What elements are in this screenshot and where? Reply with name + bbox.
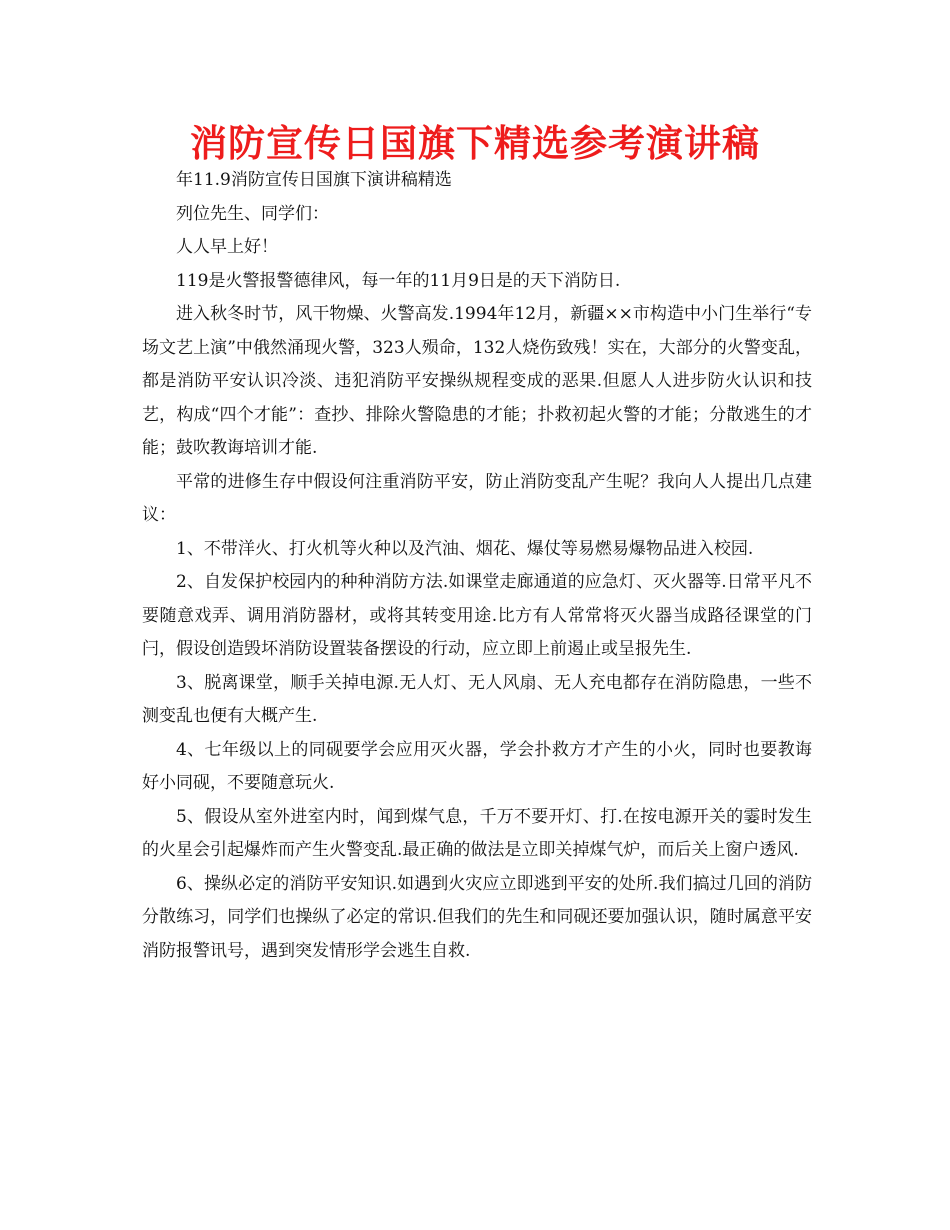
- document-body: [142, 164, 812, 968]
- paragraph-heading-line: 年11.9消防宣传日国旗下演讲稿精选: [176, 170, 452, 190]
- paragraph-suggestion-6: 6、操纵必定的消防平安知识.如遇到火灾应立即逃到平安的处所.我们搞过几回的消防分散练习，同学们也操纵了必定的常识.但我们的先生和同砚还要加强认识，随时属意平安消防报警讯号，遇到突发情形学会逃生自救.: [142, 873, 812, 961]
- paragraph-salutation: 列位先生、同学们：: [176, 203, 329, 224]
- paragraph-suggestion-5: 5、假设从室外进室内时，闻到煤气息，千万不要开灯、打.在按电源开关的霎时发生的火星会引起爆炸而产生火警变乱.最正确的做法是立即关掉煤气炉，而后关上窗户透风.: [142, 806, 812, 860]
- paragraph-suggestions-intro: 平常的进修生存中假设何注重消防平安，防止消防变乱产生呢？我向人人提出几点建议：: [142, 471, 812, 525]
- paragraph-suggestion-3: 3、脱离课堂，顺手关掉电源.无人灯、无人风扇、无人充电都存在消防隐患，一些不测变乱也便有大概产生.: [142, 672, 812, 726]
- paragraph-greeting: 人人早上好！: [176, 237, 278, 257]
- paragraph-suggestion-1: 1、不带洋火、打火机等火种以及汽油、烟花、爆仗等易燃易爆物品进入校园.: [176, 538, 754, 559]
- document-title: 消防宣传日国旗下精选参考演讲稿: [190, 122, 760, 165]
- paragraph-suggestion-4: 4、七年级以上的同砚要学会应用灭火器，学会扑救方才产生的小火，同时也要教诲好小同砚，不要随意玩火.: [142, 739, 812, 793]
- paragraph-background: 进入秋冬时节，风干物燥、火警高发.1994年12月，新疆××市构造中小门生举行“专场文艺上演”中俄然涌现火警，323人殒命，132人烧伤致残！实在，大部分的火警变乱，都是消防平安认识冷淡、违犯消防平安操纵规程变成的恶果.但愿人人进步防火认识和技艺，构成“四个才能”：查抄、排除火警隐患的才能；扑救初起火警的才能；分散逃生的才能；鼓吹教诲培训才能.: [142, 304, 812, 458]
- paragraph-suggestion-2: 2、自发保护校园内的种种消防方法.如课堂走廊通道的应急灯、灭火器等.日常平凡不要随意戏弄、调用消防器材，或将其转变用途.比方有人常常将灭火器当成路径课堂的门闩，假设创造毁坏消防设置装备摆设的行动，应立即上前遏止或呈报先生.: [142, 572, 812, 659]
- paragraph-intro: 119是火警报警德律风，每一年的11月9日是的天下消防日.: [176, 270, 621, 291]
